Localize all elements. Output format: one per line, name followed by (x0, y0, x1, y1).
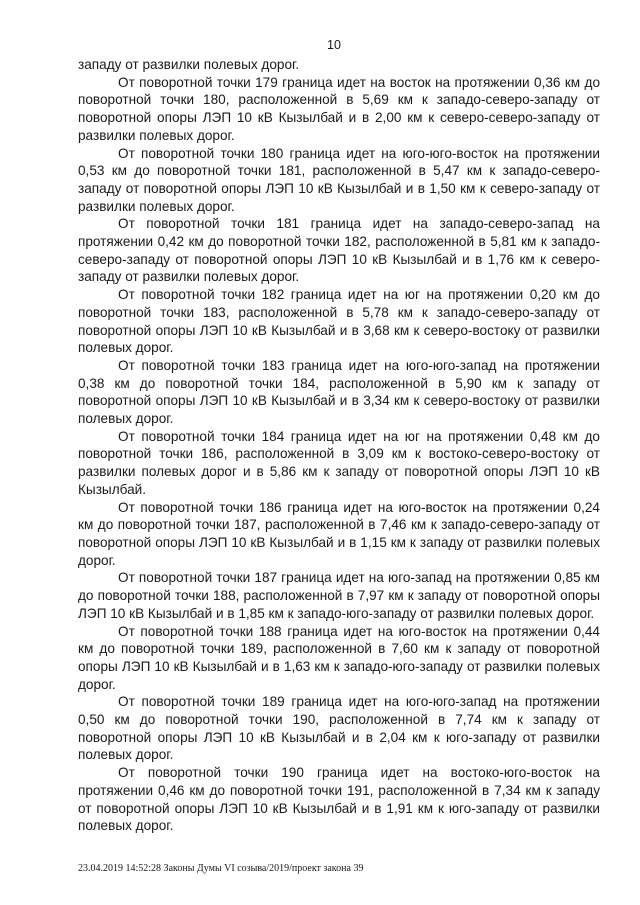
paragraph: От поворотной точки 183 граница идет на юго-юго-запад на протяжении 0,38 км до поворотной точки 184, расположенной в 5,90 км к западу от поворотной опоры ЛЭП 10 кВ Кызылбай и в 3,34 км к северо-востоку от развилки полевых дорог. (78, 357, 600, 427)
document-footer: 23.04.2019 14:52:28 Законы Думы VI созыва/2019/проект закона 39 (78, 863, 364, 874)
paragraph: От поворотной точки 187 граница идет на юго-запад на протяжении 0,85 км до поворотной точки 188, расположенной в 7,97 км к западу от поворотной опоры ЛЭП 10 кВ Кызылбай и в 1,85 км к западо-юго-западу от развилки полевых дорог. (78, 570, 600, 621)
paragraph: От поворотной точки 188 граница идет на юго-восток на протяжении 0,44 км до поворотной точки 189, расположенной в 7,60 км к западу от поворотной опоры ЛЭП 10 кВ Кызылбай и в 1,63 км к западо-юго-западу от развилки полевых дорог. (78, 623, 600, 692)
paragraph: От поворотной точки 180 граница идет на юго-юго-восток на протяжении 0,53 км до поворотной точки 181, расположенной в 5,47 км к западо-северо-западу от поворотной опоры ЛЭП 10 кВ Кызылбай и в 1,50 км к северо-западу от развилки полевых дорог. (78, 145, 600, 214)
document-body (78, 56, 600, 835)
paragraph: От поворотной точки 186 граница идет на юго-восток на протяжении 0,24 км до поворотной точки 187, расположенной в 7,46 км к западо-северо-западу от поворотной опоры ЛЭП 10 кВ Кызылбай и в 1,15 км к западу от развилки полевых дорог. (78, 499, 600, 568)
paragraph: западу от развилки полевых дорог. (78, 57, 300, 72)
paragraph: От поворотной точки 184 граница идет на юг на протяжении 0,48 км до поворотной точки 186, расположенной в 3,09 км к востоко-северо-востоку от развилки полевых дорог и в 5,86 км к западу от поворотной опоры ЛЭП 10 кВ Кызылбай. (78, 428, 600, 497)
paragraph: От поворотной точки 181 граница идет на западо-северо-запад на протяжении 0,42 км до поворотной точки 182, расположенной в 5,81 км к западо-северо-западу от поворотной опоры ЛЭП 10 кВ Кызылбай и в 1,76 км к северо-западу от развилки полевых дорог. (78, 216, 600, 285)
page-number: 10 (327, 38, 341, 52)
paragraph: От поворотной точки 189 граница идет на юго-юго-запад на протяжении 0,50 км до поворотной точки 190, расположенной в 7,74 км к западу от поворотной опоры ЛЭП 10 кВ Кызылбай и в 2,04 км к юго-западу от развилки полевых дорог. (78, 694, 600, 763)
paragraph: От поворотной точки 182 граница идет на юг на протяжении 0,20 км до поворотной точки 183, расположенной в 5,78 км к западо-северо-западу от поворотной опоры ЛЭП 10 кВ Кызылбай и в 3,68 км к северо-востоку от развилки полевых дорог. (78, 287, 600, 356)
paragraph: От поворотной точки 179 граница идет на восток на протяжении 0,36 км до поворотной точки 180, расположенной в 5,69 км к западо-северо-западу от поворотной опоры ЛЭП 10 кВ Кызылбай и в 2,00 км к северо-северо-западу от развилки полевых дорог. (78, 74, 600, 143)
paragraph: От поворотной точки 190 граница идет на востоко-юго-восток на протяжении 0,46 км до поворотной точки 191, расположенной в 7,34 км к западу от поворотной опоры ЛЭП 10 кВ Кызылбай и в 1,91 км к юго-западу от развилки полевых дорог. (78, 765, 600, 834)
